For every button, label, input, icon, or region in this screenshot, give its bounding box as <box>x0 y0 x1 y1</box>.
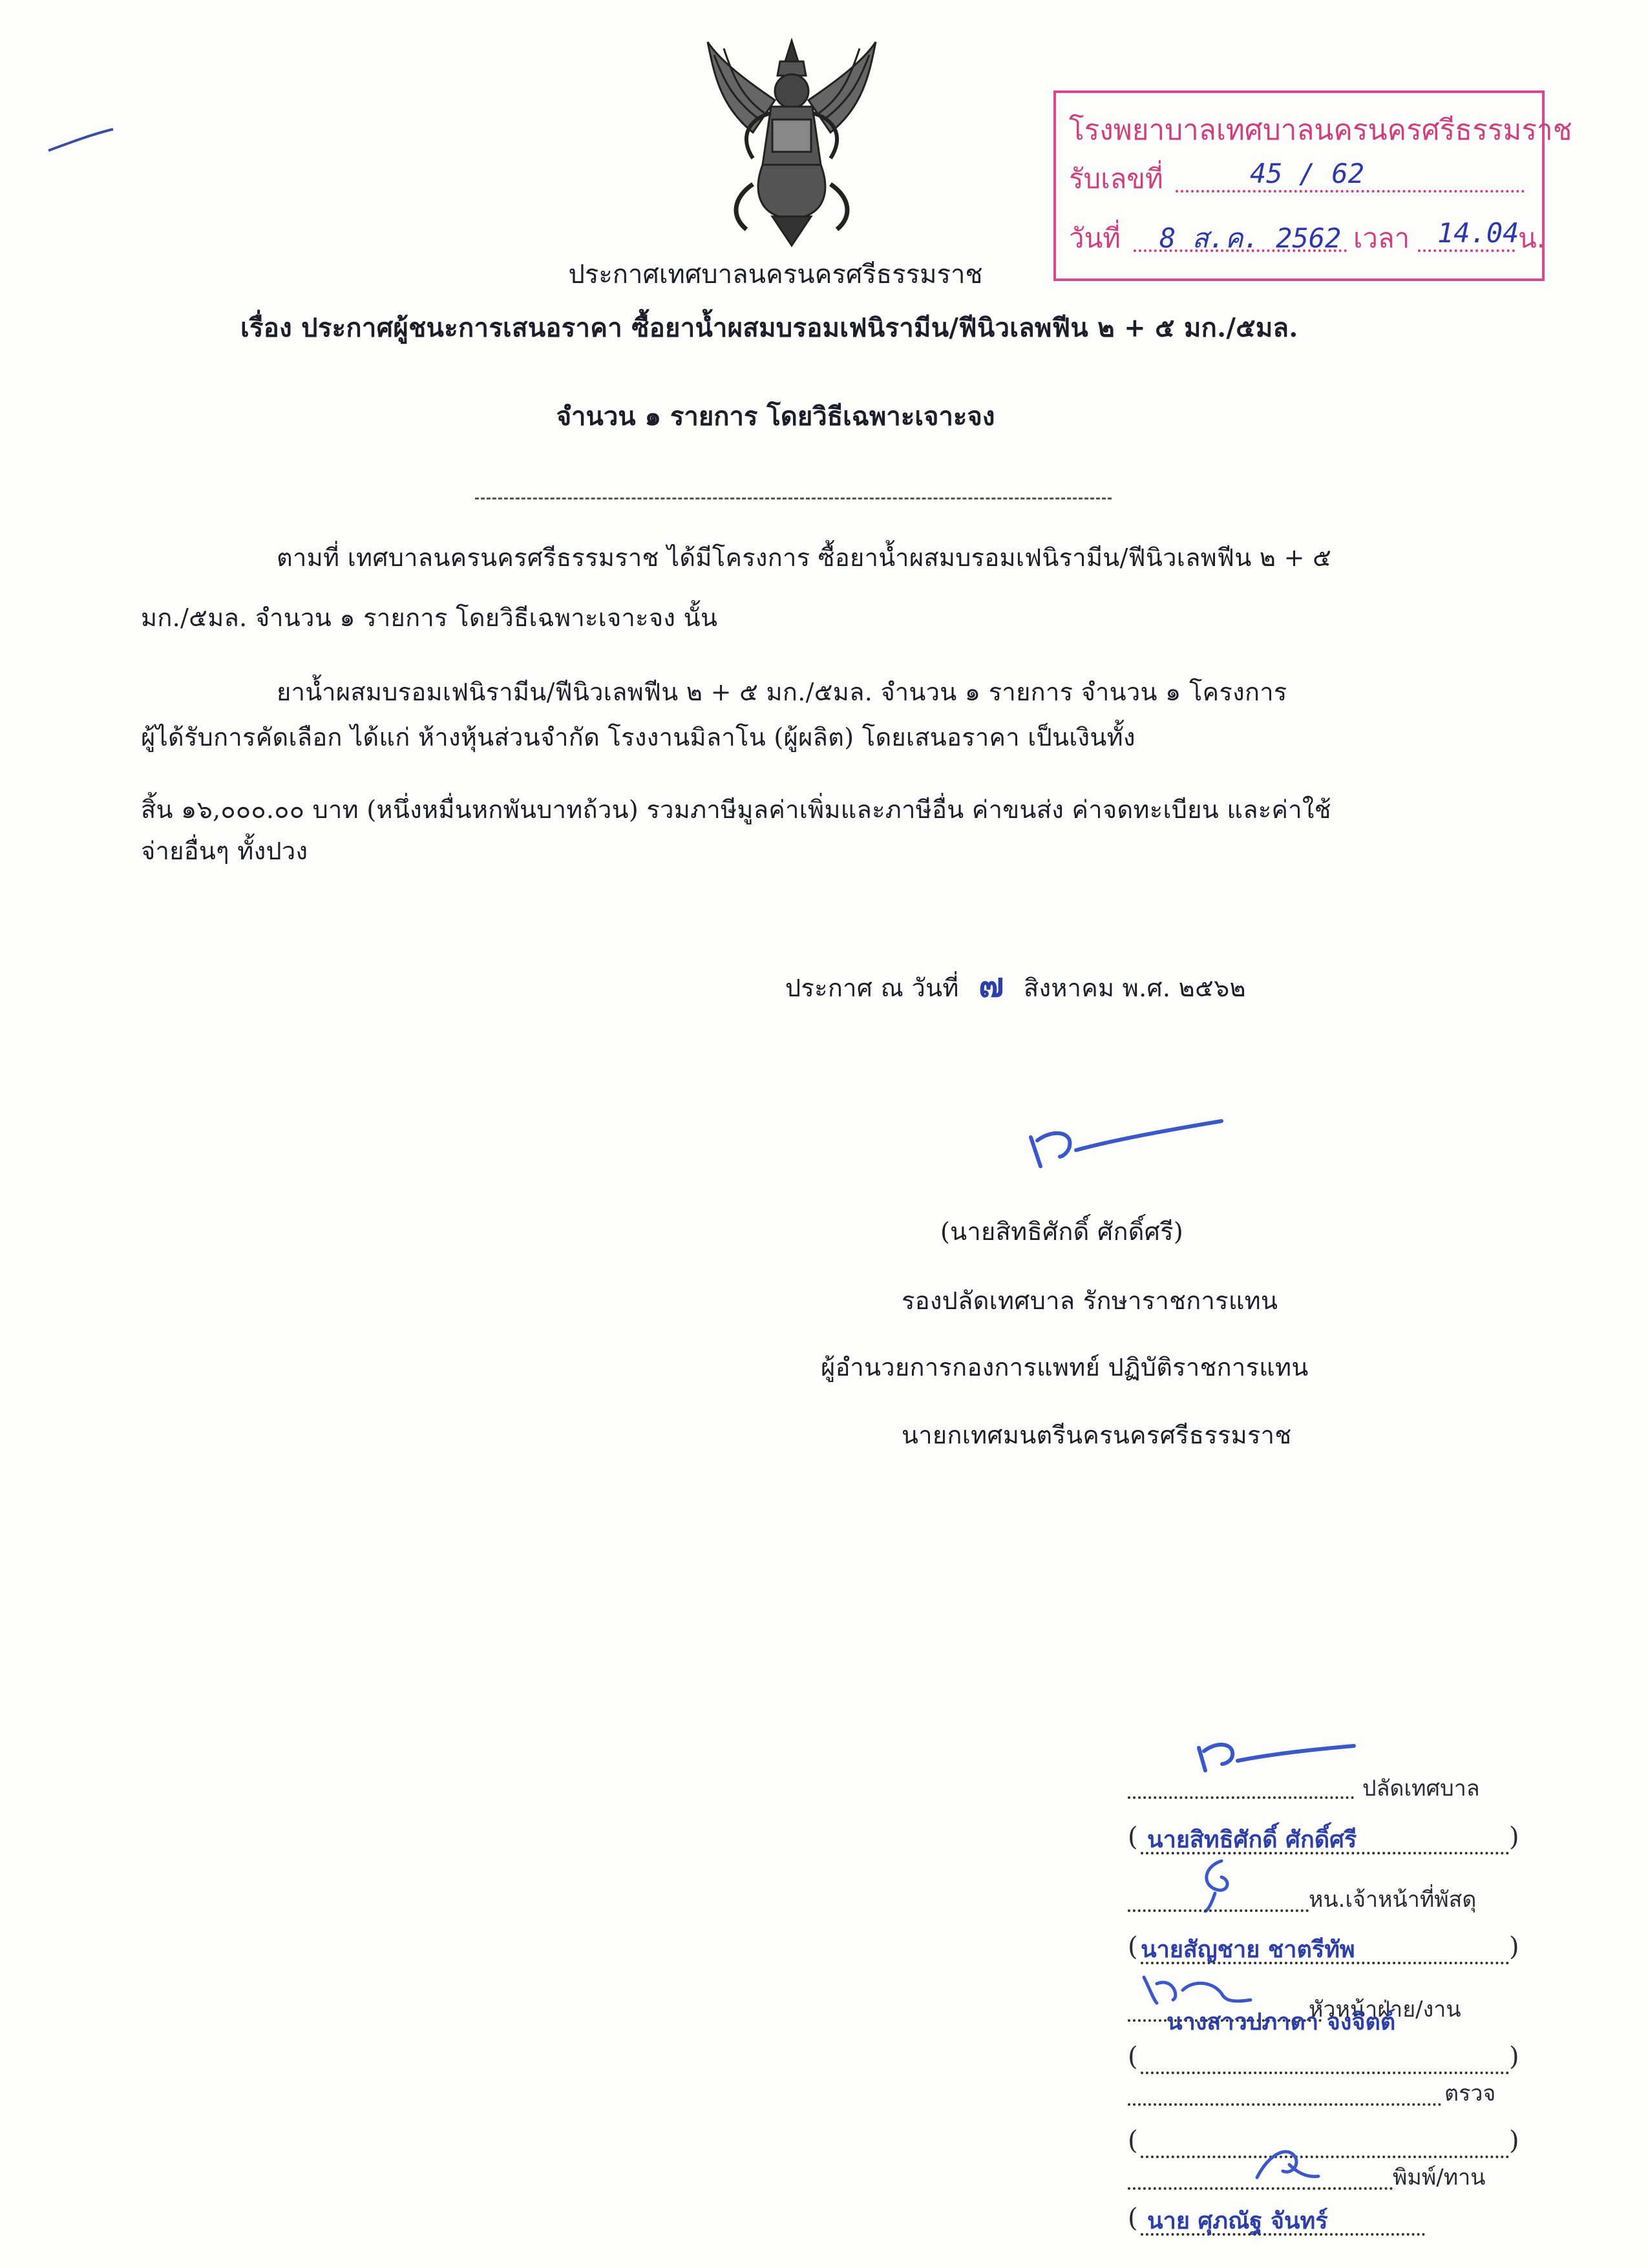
signatory-title2: ผู้อำนวยการกองการแพทย์ ปฏิบัติราชการแทน <box>821 1353 1309 1381</box>
stamp-receive-label: รับเลขที่ <box>1069 163 1163 194</box>
approval-name-dots-3 <box>1141 2072 1509 2074</box>
signatory-title1: รองปลัดเทศบาล รักษาราชการแทน <box>902 1286 1278 1315</box>
body-p2-line4: จ่ายอื่นๆ ทั้งปวง <box>141 837 308 865</box>
paren-close-4: ) <box>1509 2126 1519 2156</box>
body-p1-line2: มก./๕มล. จำนวน ๑ รายการ โดยวิธีเฉพาะเจาะจง นั้น <box>141 604 718 632</box>
paren-close-2: ) <box>1509 1932 1519 1962</box>
approval-dots-5 <box>1128 2187 1393 2190</box>
paren-close-1: ) <box>1509 1822 1519 1852</box>
body-p2-line3: สิ้น ๑๖,๐๐๐.๐๐ บาท (หนึ่งหมื่นหกพันบาทถ้วน) รวมภาษีมูลค่าเพิ่มและภาษีอื่น ค่าขนส่ง ค่าจดทะเบียน และค่าใช้ <box>141 795 1331 824</box>
stamp-time-value: 14.04 <box>1437 217 1519 249</box>
announce-day: ๗ <box>978 965 1004 1005</box>
approval-role-1: ปลัดเทศบาล <box>1362 1776 1480 1801</box>
body-p1-line1: ตามที่ เทศบาลนครนครศรีธรรมราช ได้มีโครงการ ซื้อยาน้ำผสมบรอมเฟนิรามีน/ฟีนิวเลพฟีน ๒ + ๕ <box>277 543 1332 572</box>
paren-open-5: ( <box>1128 2203 1138 2233</box>
stamp-date-label: วันที่ <box>1069 222 1121 254</box>
document-subject: เรื่อง ประกาศผู้ชนะการเสนอราคา ซื้อยาน้ำผสมบรอมเฟนิรามีน/ฟีนิวเลพฟีน ๒ + ๕ มก./๕มล. <box>240 313 1298 343</box>
announce-month-year: สิงหาคม พ.ศ. ๒๕๖๒ <box>1023 974 1246 1002</box>
approval-dots-2 <box>1128 1909 1309 1912</box>
paren-open-4: ( <box>1128 2126 1138 2156</box>
paren-open-2: ( <box>1128 1932 1138 1962</box>
approval-name-dots-4 <box>1141 2156 1509 2158</box>
stamp-time-dots <box>1418 249 1515 252</box>
paren-open-3: ( <box>1128 2042 1138 2072</box>
received-stamp <box>1053 90 1572 281</box>
approval-name-3: นางสาวปภาดา จงจิตต์ <box>1167 2009 1396 2035</box>
signatory-name: (นายสิทธิศักดิ์ ศักดิ์ศรี) <box>940 1217 1183 1246</box>
document-issuer: ประกาศเทศบาลนครนครศรีธรรมราช <box>568 260 983 289</box>
stamp-date-value: 8 ส.ค. 2562 <box>1159 222 1342 254</box>
approval-signature-5 <box>1251 2139 1322 2187</box>
stamp-time-label: เวลา <box>1353 222 1410 254</box>
stamp-receive-dots <box>1176 190 1525 193</box>
approval-signature-2 <box>1183 1854 1254 1913</box>
approval-dots-1 <box>1128 1796 1354 1799</box>
paren-open-1: ( <box>1128 1822 1138 1852</box>
body-p2-line1: ยาน้ำผสมบรอมเฟนิรามีน/ฟีนิวเลพฟีน ๒ + ๕ มก./๕มล. จำนวน ๑ รายการ จำนวน ๑ โครงการ <box>277 678 1287 706</box>
header-divider <box>475 498 1112 499</box>
paren-close-3: ) <box>1509 2042 1519 2072</box>
document-subject-line2: จำนวน ๑ รายการ โดยวิธีเฉพาะเจาะจง <box>556 401 995 432</box>
body-p2-line2: ผู้ได้รับการคัดเลือก ได้แก่ ห้างหุ้นส่วนจำกัด โรงงานมิลาโน (ผู้ผลิต) โดยเสนอราคา เป็นเงินทั้ง <box>141 723 1136 751</box>
approval-role-2: หน.เจ้าหน้าที่พัสดุ <box>1309 1887 1477 1913</box>
approval-role-5: พิมพ์/ทาน <box>1393 2165 1486 2190</box>
stamp-receive-number: 45 / 62 <box>1250 158 1365 189</box>
garuda-emblem <box>695 36 889 249</box>
stamp-title: โรงพยาบาลเทศบาลนครนครศรีธรรมราช <box>1069 114 1572 147</box>
announce-prefix: ประกาศ ณ วันที่ <box>785 974 959 1002</box>
approval-name-2: นายสัญชาย ชาตรีทัพ <box>1141 1937 1355 1963</box>
approval-role-4: ตรวจ <box>1444 2081 1496 2106</box>
approval-name-1: นายสิทธิศักดิ์ ศักดิ์ศรี <box>1147 1827 1357 1853</box>
approval-name-5: นาย ศุภณัฐ จันทร์ <box>1147 2208 1328 2234</box>
approval-signature-1 <box>1192 1732 1360 1783</box>
approval-dots-4 <box>1128 2103 1441 2106</box>
approval-role-3: หัวหน้าฝ่าย/งาน <box>1309 1997 1461 2022</box>
signature-main <box>1021 1111 1234 1176</box>
stamp-time-suffix: น. <box>1518 222 1546 254</box>
signatory-title3: นายกเทศมนตรีนครนครศรีธรรมราช <box>902 1421 1292 1449</box>
announce-date <box>785 958 1246 1011</box>
pen-mark <box>45 126 116 155</box>
